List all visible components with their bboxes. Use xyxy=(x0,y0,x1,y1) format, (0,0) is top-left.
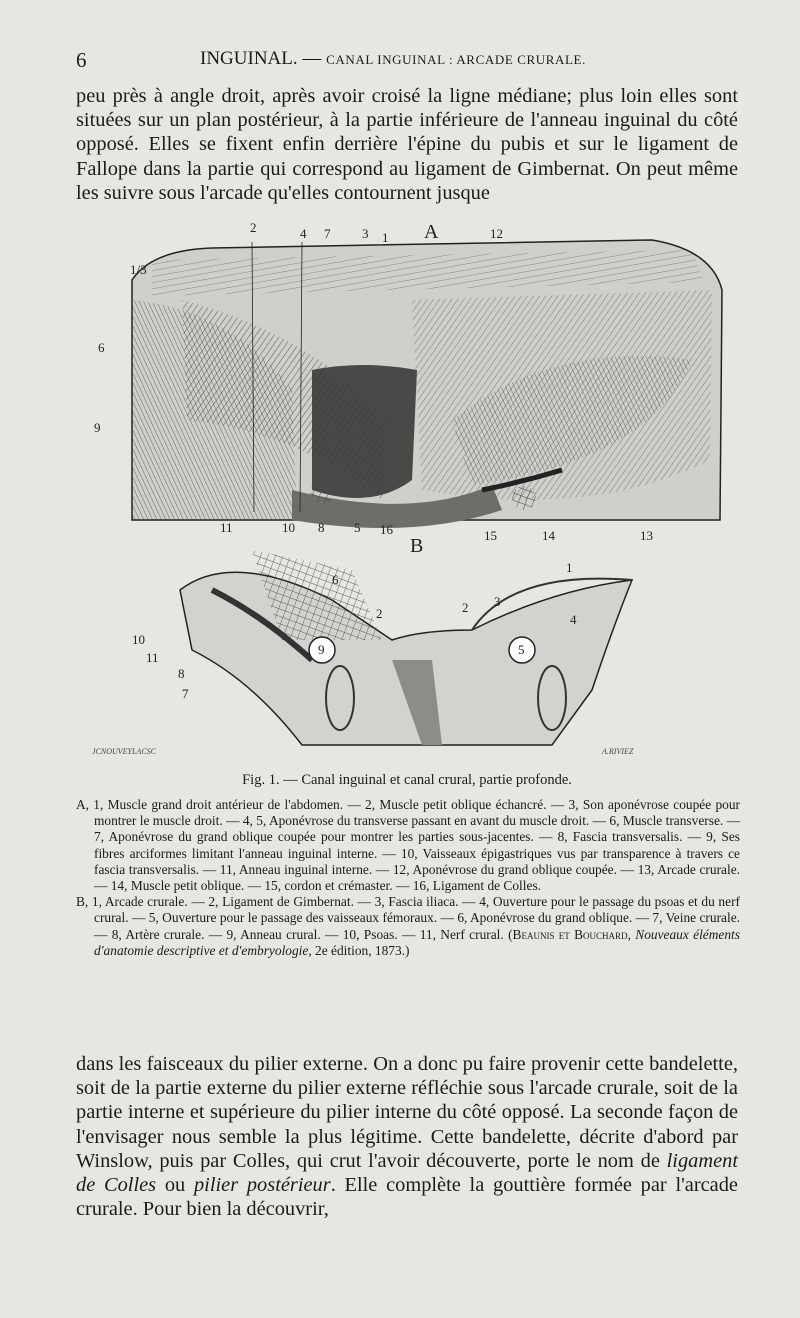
label-a-9: 9 xyxy=(94,420,101,435)
label-a-1: 1 xyxy=(382,230,389,245)
running-head-subtitle: CANAL INGUINAL : ARCADE CRURALE. xyxy=(326,52,586,67)
figure-panel-b xyxy=(180,550,632,745)
label-b-2-left: 2 xyxy=(376,606,383,621)
legend-b-tail: , 2e édition, 1873.) xyxy=(308,942,410,958)
label-b-10: 10 xyxy=(132,632,145,647)
figure-letter-a: A xyxy=(424,221,439,243)
label-a-11: 11 xyxy=(220,520,233,535)
label-b-9: 9 xyxy=(318,642,325,657)
label-a-12: 12 xyxy=(490,226,503,241)
label-a-10: 10 xyxy=(282,520,295,535)
label-b-3: 3 xyxy=(494,594,501,609)
body-bottom-part-2: ou xyxy=(156,1174,194,1197)
figure-letter-b: B xyxy=(410,535,424,557)
body-paragraph-top: peu près à angle droit, après avoir croisé la ligne médiane; plus loin elles sont situées sur un plan postérieur, à la partie inférieure de l'anneau inguinal du côté opposé. Elles se fixent enfin derrière l'épine du pubis et sur le ligament de Fallope dans la partie qui correspond au ligament de Gimbernat. On peut même les suivre sous l'arcade qu'elles contournent jusque xyxy=(76,85,738,204)
label-a-4: 4 xyxy=(300,226,307,241)
body-bottom-emphasis-1: ligament de Colles xyxy=(76,1149,738,1197)
label-a-16: 16 xyxy=(380,522,393,537)
label-a-3: 3 xyxy=(362,226,369,241)
legend-b-separator: , xyxy=(627,926,636,942)
body-paragraph-bottom xyxy=(76,1052,738,1221)
legend-a: A, 1, Muscle grand droit antérieur de l'abdomen. — 2, Muscle petit oblique échancré. — 3, Son aponévrose coupée pour montrer le muscle droit. — 4, 5, Aponévrose du transverse passant en avant du muscle droit. — 6, Muscle transverse. — 7, Aponévrose du grand oblique coupée pour montrer les parties sous-jacentes. — 8, Fascia transversalis. — 9, Ses fibres arciformes limitant l'anneau inguinal interne. — 10, Vaisseaux épigastriques vus par transparence à travers ce fascia transversalis. — 11, Anneau inguinal interne. — 12, Aponévrose du grand oblique coupée. — 13, Arcade crurale. — 14, Muscle petit oblique. — 15, cordon et crémaster. — 16, Ligament de Colles. xyxy=(76,797,740,894)
legend-b-authors: Beaunis et Bouchard xyxy=(512,926,628,942)
running-head xyxy=(200,48,586,70)
label-b-2-right: 2 xyxy=(462,600,469,615)
label-b-11: 11 xyxy=(146,650,159,665)
label-a-1-3: 1/3 xyxy=(130,262,147,277)
engraver-signature-left: JCNOUVEYLACSC xyxy=(92,747,157,756)
label-a-8: 8 xyxy=(318,520,325,535)
running-head-separator: — xyxy=(302,48,322,69)
legend-b-book: Nouveaux éléments d'anatomie descriptive et d'embryologie xyxy=(94,926,740,958)
label-a-5: 5 xyxy=(354,520,361,535)
label-b-4: 4 xyxy=(570,612,577,627)
label-a-14: 14 xyxy=(542,528,555,543)
label-a-2: 2 xyxy=(250,220,257,235)
anatomical-figure xyxy=(92,220,732,760)
running-header xyxy=(76,46,742,76)
body-bottom-emphasis-2: pilier postérieur xyxy=(193,1174,331,1197)
figure-engraving xyxy=(92,220,732,760)
running-head-title: INGUINAL. xyxy=(200,48,298,69)
label-a-7: 7 xyxy=(324,226,331,241)
label-b-6: 6 xyxy=(332,572,339,587)
label-b-7: 7 xyxy=(182,686,189,701)
label-b-1: 1 xyxy=(566,560,573,575)
figure-legend xyxy=(76,797,740,959)
figure-panel-a xyxy=(132,240,722,528)
legend-b xyxy=(76,894,740,959)
label-a-6: 6 xyxy=(98,340,105,355)
label-a-15: 15 xyxy=(484,528,497,543)
page-number: 6 xyxy=(76,48,87,72)
engraver-signature-right: A.RIVIEZ xyxy=(602,747,634,756)
legend-b-main: B, 1, Arcade crurale. — 2, Ligament de Gimbernat. — 3, Fascia iliaca. — 4, Ouverture pour le passage du psoas et du nerf crural. — 5, Ouverture pour le passage des vaisseaux fémoraux. — 6, Aponévrose du grand oblique. — 7, Veine crurale. — 8, Artère crurale. — 9, Anneau crural. — 10, Psoas. — 11, Nerf crural. ( xyxy=(76,894,740,942)
body-bottom-part-3: . Elle complète la gouttière formée par l'arcade crurale. Pour bien la découvrir, xyxy=(76,1174,738,1221)
body-bottom-part-1: dans les faisceaux du pilier externe. On a donc pu faire provenir cette bandelette, soit de la partie externe du pilier externe réfléchie sous l'arcade crurale, soit de la partie interne et supérieure du pilier interne du côté opposé. La seconde façon de l'envisager nous semble la plus légitime. Cette bandelette, décrite d'abord par Winslow, puis par Colles, qui crut l'avoir découverte, porte le nom de xyxy=(76,1053,738,1172)
figure-caption: Fig. 1. — Canal inguinal et canal crural, partie profonde. xyxy=(242,772,572,788)
label-b-5: 5 xyxy=(518,642,525,657)
label-a-13: 13 xyxy=(640,528,653,543)
label-b-8: 8 xyxy=(178,666,185,681)
